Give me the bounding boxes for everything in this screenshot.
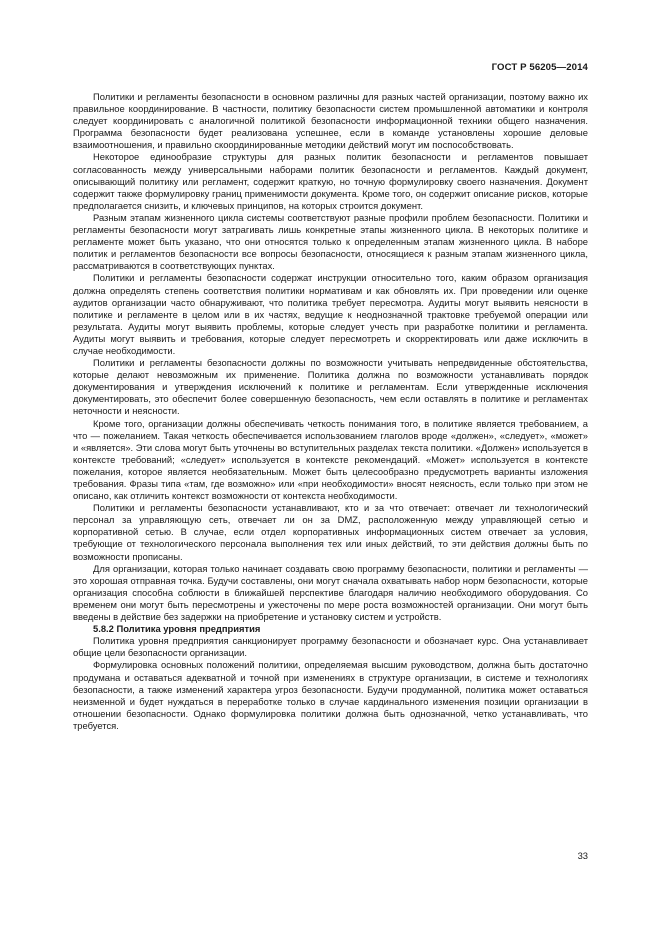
paragraph-starting-point: Для организации, которая только начинает создавать свою программу безопасности, политики и регламенты — это хорошая отправная точка. Будучи составлены, они могут сначала охватывать набор норм безопасности, которые организация способна соблюсти в ближайшей перспективе благодаря наличию необходимого оборудования. Со временем они могут быть пересмотрены и ужесточены по мере роста возможностей организации. Они могут быть введены в действие без задержки на приобретение и установку систем и устройств. [73,562,588,623]
section-heading: 5.8.2 Политика уровня предприятия [93,623,261,635]
page-number: 33 [577,850,588,861]
paragraph-policy-formulation: Формулировка основных положений политики, определяемая высшим руководством, должна быть достаточно продумана и оставаться адекватной и точной при изменениях в структуре организации, в системе и технологиях безопасности, а также изменений характера угроз безопасности. Будучи продуманной, политика может оставаться неизменной и будет нуждаться в переработке только в случае кардинального изменения позиции организации в отношении безопасности. Однако формулировка политики должна быть однозначной, четко устанавливать, что требуется. [73,659,588,731]
paragraph-exceptions: Политики и регламенты безопасности должны по возможности учитывать непредвиденные обстоятельства, которые делают невозможным их применение. Политика должна по возможности устанавливать порядок документирования и утверждения исключений к политике и регламентам. Если утвержденные исключения документировать, это обеспечит более совершенную безопасность, чем если оставлять в политике и регламентах неточности и неясности. [73,357,588,417]
paragraph-responsibilities: Политики и регламенты безопасности устанавливают, кто и за что отвечает: отвечает ли технологический персонал за управляющую сеть, отвечает ли он за DMZ, расположенную между управляющей сетью и корпоративной сетью. В случае, если отдел корпоративных информационных систем отвечает за условия, требующие от технологического персонала выполнения тех или иных действий, то эти действия должны быть по возможности прописаны. [73,502,588,562]
paragraph-audit-compliance: Политики и регламенты безопасности содержат инструкции относительно того, каким образом организация должна определять степень соответствия политики нормативам и как обновлять их. При проведении или оценке аудитов организации часто обнаруживают, что политика требует пересмотра. Аудиты могут выявить неясности в политике и регламенте в целом или в их частях, ведущие к неоднозначной трактовке требуемой операции или результата. Аудиты могут выявить проблемы, которые следует учесть при разработке политики и регламента. Аудиты могут выявить и требования, которые следует пересмотреть и скорректировать или даже исключить в случае необходимости. [73,272,588,356]
paragraph-lifecycle-stages: Разным этапам жизненного цикла системы соответствуют разные профили проблем безопасности. Политики и регламенты безопасности могут затрагивать лишь конкретные этапы жизненного цикла. В некоторых политике и регламенте может быть указано, что они относятся только к определенным этапам жизненного цикла. В наборе политик и регламентов безопасности все вопросы безопасности, относящиеся к разным этапам жизненного цикла, рассматриваются в соответствующих пунктах. [73,211,588,272]
document-id-header: ГОСТ Р 56205—2014 [491,62,588,73]
paragraph-structure-uniformity: Некоторое единообразие структуры для разных политик безопасности и регламентов повышает согласованность между универсальными наборами политик безопасности и регламентов. Каждый документ, описывающий политику или регламент, содержит краткую, но точную формулировку своего назначения. Документ содержит также формулировку границ применимости документа. Кроме того, он содержит описание рисков, которые предполагается снизить, и ключевых принципов, на которых строится документ. [73,151,588,211]
paragraph-policy-coordination: Политики и регламенты безопасности в основном различны для разных частей организации, поэтому важно их правильное координирование. В частности, политику безопасности систем промышленной автоматики и контроля следует координировать с аналогичной политикой безопасности информационной техники общего назначения. Программа безопасности будет реализована успешнее, если в команде установлены хорошие деловые взаимоотношения, и правильно скоординированные методики действий могут им поспособствовать. [73,91,588,151]
paragraph-requirement-wording: Кроме того, организации должны обеспечивать четкость понимания того, в политике является требованием, а что — пожеланием. Такая четкость обеспечивается использованием глаголов вроде «должен», «следует», «может» и «является». Эти слова могут быть уточнены во вступительных разделах текста политики. «Должен» используется в контексте требований; «следует» используется в контексте рекомендаций. «Может» используется в контексте пожелания, которое является необязательным. Может быть целесообразно предусмотреть варианты изложения требования. Фразы типа «там, где возможно» или «при необходимости» вносят неясность, если только при этом не описано, как отличить контекст возможности от контекста необходимости. [73,417,588,502]
document-body [73,91,588,732]
paragraph-enterprise-policy: Политика уровня предприятия санкционирует программу безопасности и обозначает курс. Она устанавливает общие цели безопасности организации. [73,635,588,659]
